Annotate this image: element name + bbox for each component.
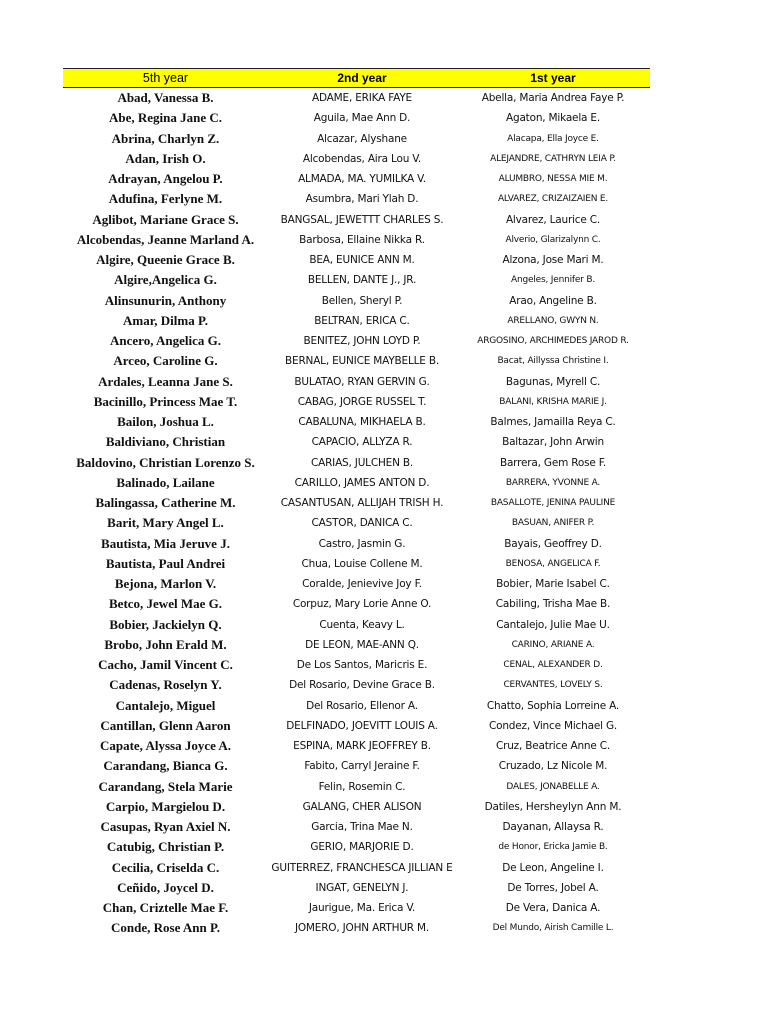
table-row (63, 594, 650, 614)
table-row (63, 493, 650, 513)
cell-1st-year[interactable]: BASALLOTE, JENINA PAULINE (490, 498, 616, 509)
table-row (63, 858, 650, 878)
cell-5th-year[interactable]: Conde, Rose Ann P. (111, 920, 220, 936)
cell-2nd-year[interactable]: BANGSAL, JEWETTT CHARLES S. (280, 213, 444, 226)
table-row (63, 878, 650, 898)
cell-2nd-year[interactable]: CABAG, JORGE RUSSEL T. (297, 395, 427, 408)
table-row (63, 189, 650, 209)
cell-1st-year[interactable]: Barrera, Gem Rose F. (499, 456, 607, 469)
cell-5th-year[interactable]: Algire, Queenie Grace B. (96, 252, 235, 268)
cell-2nd-year[interactable]: CASTOR, DANICA C. (311, 517, 413, 530)
cell-2nd-year[interactable]: ESPINA, MARK JEOFFREY B. (293, 740, 431, 753)
cell-1st-year[interactable]: ALUMBRO, NESSA MIE M. (498, 174, 608, 185)
cell-1st-year[interactable]: Cruz, Beatrice Anne C. (495, 740, 611, 753)
table-row (63, 88, 650, 108)
table-row (63, 270, 650, 290)
table-body (63, 88, 650, 939)
cell-2nd-year[interactable]: Coralde, Jenievive Joy F. (302, 578, 422, 591)
cell-5th-year[interactable]: Cacho, Jamil Vincent C. (98, 657, 233, 673)
cell-1st-year[interactable]: CARIÑO, ARIANE A. (511, 639, 595, 650)
cell-5th-year[interactable]: Baldiviano, Christian (105, 434, 226, 450)
cell-2nd-year[interactable]: Aguila, Mae Ann D. (313, 112, 411, 125)
cell-5th-year[interactable]: Alinsunurin, Anthony (104, 292, 227, 308)
cell-5th-year[interactable]: Chan, Criztelle Mae F. (102, 900, 229, 916)
table-row (63, 513, 650, 533)
cell-1st-year[interactable]: Datiles, Hersheylyn Ann M. (484, 800, 622, 813)
cell-2nd-year[interactable]: GERIO, MARJORIE D. (310, 841, 414, 854)
cell-2nd-year[interactable]: CARILLO, JAMES ANTON D. (294, 476, 430, 489)
table-row (63, 432, 650, 452)
cell-2nd-year[interactable]: GALANG, CHER ALISON (302, 800, 422, 813)
cell-5th-year[interactable]: Carpio, Margielou D. (105, 798, 226, 814)
header-row (63, 68, 650, 88)
cell-1st-year[interactable]: Alzona, Jose Mari M. (502, 254, 604, 267)
table-row (63, 351, 650, 371)
cell-1st-year[interactable]: Bobier, Marie Isabel C. (496, 578, 610, 591)
cell-1st-year[interactable]: Bagunas, Myrell C. (505, 375, 601, 388)
table-row (63, 777, 650, 797)
cell-2nd-year[interactable]: CASANTUSAN, ALLIJAH TRISH H. (280, 497, 444, 510)
cell-2nd-year[interactable]: ADAME, ERIKA FAYE (312, 92, 412, 105)
cell-1st-year[interactable]: BASUAN, ANIFER P. (511, 518, 595, 529)
cell-2nd-year[interactable]: Alcazar, Alyshane (317, 132, 407, 145)
cell-5th-year[interactable]: Carandang, Bianca G. (103, 758, 228, 774)
cell-1st-year[interactable]: Arao, Angeline B. (509, 294, 597, 307)
table-row (63, 108, 650, 128)
table-row (63, 149, 650, 169)
cell-1st-year[interactable]: ALEJANDRE, CATHRYN LEIA P. (490, 153, 616, 164)
table-row (63, 372, 650, 392)
cell-1st-year[interactable]: Abella, Maria Andrea Faye P. (481, 92, 625, 105)
cell-2nd-year[interactable]: Chua, Louise Collene M. (301, 557, 423, 570)
cell-5th-year[interactable]: Adan, Irish O. (125, 150, 206, 166)
cell-1st-year[interactable]: ALVAREZ, CRIZAIZAIEN E. (497, 194, 609, 205)
cell-1st-year[interactable]: Angeles, Jennifer B. (511, 275, 595, 286)
cell-2nd-year[interactable]: GUITERREZ, FRANCHESCA JILLIAN E (271, 861, 453, 874)
cell-5th-year[interactable]: Casupas, Ryan Axiel N. (100, 819, 231, 835)
cell-2nd-year[interactable]: Cuenta, Keavy L. (319, 618, 405, 631)
cell-1st-year[interactable]: Agaton, Mikaela E. (506, 112, 600, 125)
cell-1st-year[interactable]: Condez, Vince Michael G. (488, 719, 618, 732)
cell-5th-year[interactable]: Bautista, Mia Jeruve J. (101, 535, 230, 551)
cell-2nd-year[interactable]: CARIAS, JULCHEN B. (310, 456, 414, 469)
cell-2nd-year[interactable]: ALMADA, MA. YUMILKA V. (298, 173, 426, 186)
cell-5th-year[interactable]: Bautista, Paul Andrei (105, 555, 226, 571)
cell-5th-year[interactable]: Algire,Angelica G. (114, 272, 217, 288)
cell-1st-year[interactable]: ARGOSINO, ARCHIMEDES JAROD R. (477, 336, 629, 347)
table-row (63, 331, 650, 351)
table-row (63, 696, 650, 716)
table-row (63, 797, 650, 817)
cell-5th-year[interactable]: Amar, Dilma P. (123, 312, 208, 328)
cell-5th-year[interactable]: Baldovino, Christian Lorenzo S. (76, 454, 255, 470)
cell-1st-year[interactable]: Del Mundo, Airish Camille L. (492, 923, 614, 934)
table-row (63, 736, 650, 756)
cell-1st-year[interactable]: Bacat, Aillyssa Christine I. (497, 356, 609, 367)
table-row (63, 756, 650, 776)
cell-1st-year[interactable]: Alverio, Glarizalynn C. (505, 234, 601, 245)
cell-2nd-year[interactable]: INGAT, GENELYN J. (315, 881, 409, 894)
cell-5th-year[interactable]: Capate, Alyssa Joyce A. (99, 738, 232, 754)
cell-5th-year[interactable]: Alcobendas, Jeanne Marland A. (76, 231, 255, 247)
cell-5th-year[interactable]: Abad, Vanessa B. (117, 90, 214, 106)
cell-5th-year[interactable]: Bailon, Joshua L. (117, 414, 214, 430)
cell-2nd-year[interactable]: JOMERO, JOHN ARTHUR M. (294, 922, 430, 935)
table-row (63, 918, 650, 938)
cell-2nd-year[interactable]: Del Rosario, Devine Grace B. (289, 679, 435, 692)
table-row (63, 574, 650, 594)
table-row (63, 534, 650, 554)
cell-1st-year[interactable]: DALES, JONABELLE A. (506, 781, 600, 792)
cell-2nd-year[interactable]: De Los Santos, Maricris E. (296, 659, 428, 672)
cell-1st-year[interactable]: Cabiling, Trisha Mae B. (495, 598, 611, 611)
table-row (63, 716, 650, 736)
header-2nd-year[interactable]: 2nd year (337, 71, 387, 85)
cell-2nd-year[interactable]: Jaurigue, Ma. Erica V. (308, 902, 416, 915)
cell-1st-year[interactable]: Cantalejo, Julie Mae U. (496, 618, 610, 631)
cell-1st-year[interactable]: BARRERA, YVONNE A. (505, 477, 601, 488)
cell-1st-year[interactable]: De Torres, Jobel A. (507, 881, 599, 894)
cell-5th-year[interactable]: Bacinillo, Princess Mae T. (93, 393, 238, 409)
table-row (63, 554, 650, 574)
cell-1st-year[interactable]: Bayais, Geoffrey D. (504, 537, 602, 550)
cell-1st-year[interactable]: BENOSA, ANGELICA F. (505, 558, 601, 569)
table-row (63, 615, 650, 635)
cell-2nd-year[interactable]: DE LEON, MAE-ANN Q. (305, 638, 419, 651)
table-row (63, 453, 650, 473)
cell-2nd-year[interactable]: Barbosa, Ellaine Nikka R. (299, 233, 425, 246)
cell-5th-year[interactable]: Arceo, Caroline G. (113, 353, 218, 369)
table-row (63, 412, 650, 432)
table-row (63, 291, 650, 311)
table-row (63, 817, 650, 837)
cell-1st-year[interactable]: Balmes, Jamailla Reya C. (490, 416, 616, 429)
cell-2nd-year[interactable]: BULATAO, RYAN GERVIN G. (294, 375, 430, 388)
cell-2nd-year[interactable]: BELLEN, DANTE J., JR. (307, 274, 417, 287)
cell-1st-year[interactable]: Cruzado, Lz Nicole M. (498, 760, 608, 773)
cell-5th-year[interactable]: Balinado, Lailane (116, 474, 215, 490)
cell-5th-year[interactable]: Cantalejo, Miguel (115, 697, 216, 713)
cell-2nd-year[interactable]: BEA, EUNICE ANN M. (309, 254, 415, 267)
table-row (63, 473, 650, 493)
header-1st-year[interactable]: 1st year (530, 71, 576, 85)
table-row (63, 230, 650, 250)
cell-2nd-year[interactable]: CAPACIO, ALLYZA R. (311, 436, 413, 449)
cell-5th-year[interactable]: Balingassa, Catherine M. (95, 495, 236, 511)
cell-5th-year[interactable]: Carandang, Stela Marie (98, 778, 233, 794)
cell-1st-year[interactable]: Alacapa, Ella Joyce E. (507, 133, 599, 144)
table-row (63, 392, 650, 412)
cell-2nd-year[interactable]: Alcobendas, Aira Lou V. (302, 152, 422, 165)
cell-5th-year[interactable]: Betco, Jewel Mae G. (109, 596, 222, 612)
cell-1st-year[interactable]: De Leon, Angeline I. (502, 861, 604, 874)
cell-2nd-year[interactable]: Castro, Jasmin G. (318, 537, 406, 550)
cell-5th-year[interactable]: Adufina, Ferlyne M. (108, 191, 223, 207)
cell-1st-year[interactable]: CERVANTES, LOVELY S. (503, 680, 603, 691)
table-row (63, 635, 650, 655)
cell-2nd-year[interactable]: Corpuz, Mary Lorie Anne O. (292, 598, 432, 611)
cell-5th-year[interactable]: Brobo, John Erald M. (104, 636, 227, 652)
cell-5th-year[interactable]: Bobier, Jackielyn Q. (109, 616, 222, 632)
cell-1st-year[interactable]: Dayanan, Allaysa R. (502, 821, 604, 834)
cell-2nd-year[interactable]: BENITEZ, JOHN LOYD P. (303, 335, 421, 348)
cell-2nd-year[interactable]: BELTRAN, ERICA C. (314, 314, 410, 327)
cell-5th-year[interactable]: Bejona, Marlon V. (114, 576, 217, 592)
cell-2nd-year[interactable]: Fabito, Carryl Jeraine F. (304, 760, 420, 773)
table-row (63, 675, 650, 695)
cell-2nd-year[interactable]: CABALUNA, MIKHAELA B. (298, 416, 426, 429)
table-row (63, 311, 650, 331)
cell-2nd-year[interactable]: Felin, Rosemin C. (318, 780, 406, 793)
cell-1st-year[interactable]: BALANI, KRISHA MARIE J. (499, 396, 607, 407)
table-row (63, 129, 650, 149)
cell-5th-year[interactable]: Adrayan, Angelou P. (108, 171, 223, 187)
cell-2nd-year[interactable]: BERNAL, EUNICE MAYBELLE B. (285, 355, 439, 368)
cell-5th-year[interactable]: Cantillan, Glenn Aaron (100, 717, 231, 733)
cell-1st-year[interactable]: de Honor, Ericka Jamie B. (498, 842, 608, 853)
header-5th-year[interactable]: 5th year (142, 71, 189, 85)
cell-1st-year[interactable]: Chatto, Sophia Lorreine A. (486, 699, 620, 712)
cell-5th-year[interactable]: Abrina, Charlyn Z. (111, 130, 220, 146)
cell-1st-year[interactable]: ARELLANO, GWYN N. (507, 315, 599, 326)
cell-1st-year[interactable]: CEÑAL, ALEXANDER D. (503, 660, 603, 671)
cell-5th-year[interactable]: Aglibot, Mariane Grace S. (92, 211, 239, 227)
cell-5th-year[interactable]: Ardales, Leanna Jane S. (98, 373, 233, 389)
cell-2nd-year[interactable]: DELFINADO, JOEVITT LOUIS A. (286, 719, 438, 732)
table-row (63, 250, 650, 270)
spreadsheet (63, 68, 650, 939)
cell-2nd-year[interactable]: Del Rosario, Ellenor A. (306, 699, 418, 712)
cell-1st-year[interactable]: De Vera, Danica A. (505, 902, 601, 915)
cell-5th-year[interactable]: Ancero, Angelica G. (110, 333, 221, 349)
cell-5th-year[interactable]: Abe, Regina Jane C. (108, 110, 223, 126)
table-row (63, 898, 650, 918)
cell-2nd-year[interactable]: Bellen, Sheryl P. (321, 294, 403, 307)
cell-5th-year[interactable]: Catubig, Christian P. (106, 839, 225, 855)
table-row (63, 210, 650, 230)
cell-2nd-year[interactable]: Garcia, Trina Mae N. (311, 821, 413, 834)
cell-5th-year[interactable]: Cadenas, Roselyn Y. (109, 677, 222, 693)
cell-2nd-year[interactable]: Asumbra, Mari Ylah D. (305, 193, 419, 206)
table-row (63, 169, 650, 189)
cell-1st-year[interactable]: Baltazar, John Arwin (502, 436, 604, 449)
table-row (63, 655, 650, 675)
cell-5th-year[interactable]: Ceñido, Joycel D. (117, 879, 214, 895)
cell-5th-year[interactable]: Cecilia, Criselda C. (111, 859, 220, 875)
cell-1st-year[interactable]: Alvarez, Laurice C. (505, 213, 601, 226)
cell-5th-year[interactable]: Barit, Mary Angel L. (107, 515, 224, 531)
table-row (63, 837, 650, 857)
